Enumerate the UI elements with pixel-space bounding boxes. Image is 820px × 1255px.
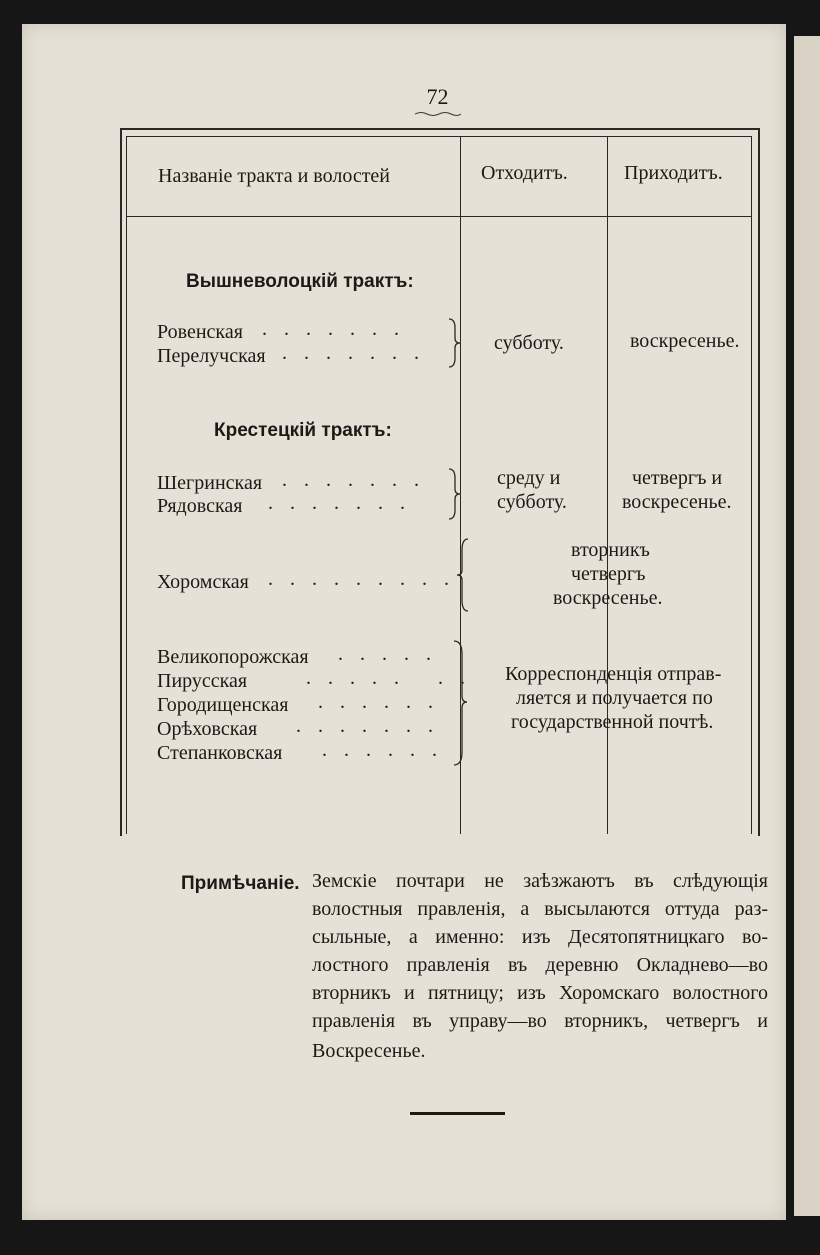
- note-in-table: Корреспонденція отправ-: [505, 663, 722, 685]
- note-title: Примѣчаніе.: [181, 873, 300, 894]
- header-name: Названіе тракта и волостей: [158, 165, 391, 187]
- arrives-day: четвергъ и: [632, 467, 723, 489]
- table-row-name: Ровенская: [157, 321, 243, 343]
- end-rule: [410, 1112, 505, 1115]
- arrives-day: воскресенье.: [630, 330, 740, 352]
- departs-day: субботу.: [494, 332, 564, 354]
- table-row-name: Городищенская: [157, 694, 289, 716]
- departs-day: среду и: [497, 467, 561, 489]
- leader-dots: . . . . . .: [318, 691, 439, 713]
- note-in-table: государственной почтѣ.: [511, 711, 714, 733]
- table-row-name: Великопорожская: [157, 646, 309, 668]
- table-row-name: Рядовская: [157, 495, 243, 517]
- note-line: правленія въ управу—во вторникъ, четвергъ и: [312, 1010, 768, 1032]
- departs-day: субботу.: [497, 491, 567, 513]
- table-row-name: Перелучская: [157, 345, 266, 367]
- header-arrives: Приходитъ.: [624, 162, 723, 184]
- page-number: 72: [426, 84, 449, 109]
- next-page-edge: [794, 36, 820, 1216]
- leader-dots: . . . . . . .: [268, 492, 411, 514]
- schedule-day: четвергъ: [571, 563, 646, 585]
- note-line: Воскресенье.: [312, 1040, 426, 1062]
- left-brace: [456, 538, 470, 612]
- table-row-name: Степанковская: [157, 742, 283, 764]
- table-row-name: Хоромская: [157, 571, 249, 593]
- right-brace: [452, 640, 468, 766]
- table-row-name: Орѣховская: [157, 718, 258, 740]
- note-line: Земскіе почтари не заѣзжаютъ въ слѣдующія: [312, 870, 768, 892]
- leader-dots: . . . . .: [338, 643, 437, 665]
- right-brace: [447, 318, 461, 368]
- table-row-name: Шегринская: [157, 472, 263, 494]
- leader-dots: . . . . . . .: [262, 318, 405, 340]
- leader-dots: . . . . . . .: [282, 342, 425, 364]
- leader-dots: . . . . . . . . .: [268, 568, 455, 590]
- note-line: вторникъ и пятницу; изъ Хоромскаго волостного: [312, 982, 768, 1004]
- schedule-day: вторникъ: [571, 539, 650, 561]
- schedule-day: воскресенье.: [553, 587, 663, 609]
- leader-dots: . . . . . .: [322, 739, 443, 761]
- note-in-table: ляется и получается по: [516, 687, 713, 709]
- table-row-name: Пирусская: [157, 670, 248, 692]
- note-line: лостного правленія въ деревню Окладнево—во: [312, 954, 768, 976]
- section-title: Вышневолоцкій трактъ:: [186, 271, 414, 292]
- header-departs: Отходитъ.: [481, 162, 568, 184]
- section-title: Крестецкій трактъ:: [214, 420, 392, 441]
- leader-dots: . . . . . . .: [296, 715, 439, 737]
- flourish-ornament: [415, 111, 461, 117]
- leader-dots: . . . . . . .: [282, 469, 425, 491]
- leader-dots: . . . . . . .: [306, 667, 471, 689]
- header-rule: [126, 216, 752, 217]
- note-line: волостныя правленія, а высылаются оттуда раз-: [312, 898, 768, 920]
- arrives-day: воскресенье.: [622, 491, 732, 513]
- right-brace: [447, 468, 461, 520]
- note-line: сыльные, а именно: изъ Десятопятницкаго во-: [312, 926, 768, 948]
